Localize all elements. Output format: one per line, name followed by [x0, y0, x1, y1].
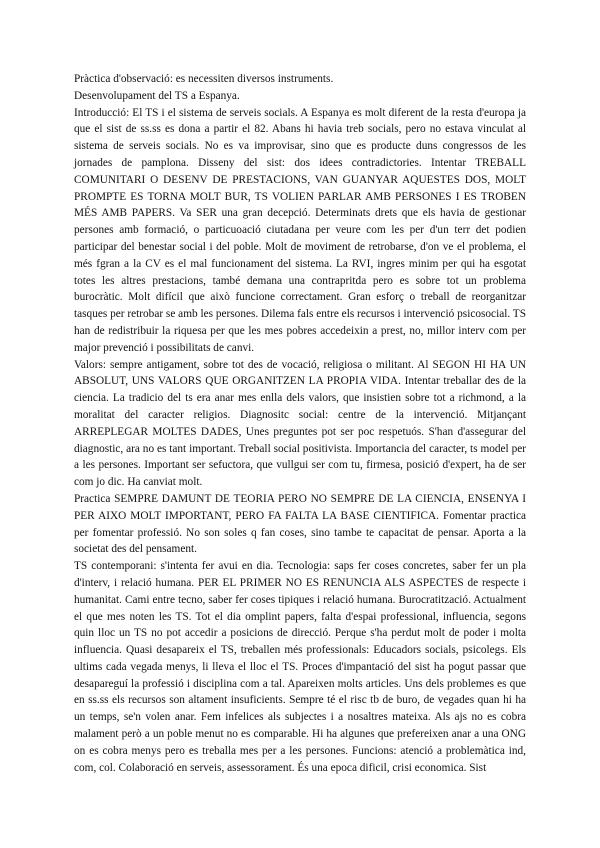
paragraph-introduccio: Introducció: El TS i el sistema de serveis socials. A Espanya es molt diferent de la resta d'europa ja que el sist de ss.ss es dona a partir el 82. Abans hi havia treb socials, pero no estava vinculat al sistema de serveis socials. No es va improvisar, sino que es producte duns congressos de les jornades de pamplona. Disseny del sist: dos idees contradictories. Intentar TREBALL COMUNITARI O DESENV DE PRESTACIONS, VAN GUANYAR AQUESTES DOS, MOLT PROMPTE ES TORNA MOLT BUR, TS VOLIEN PARLAR AMB PERSONES I ES TROBEN MÉS AMB PAPERS. Va SER una gran decepció. Determinats drets que els havia de gestionar persones amb formació, o particuoació ciutadana per veure com les per d'un terr det podien participar del benestar social i del poble. Molt de moviment de retrobarse, d'on ve el problema, el més fgran a la CV es el mal funcionament del sistema. La RVI, ingres minim per qui ha esgotat totes les altres prestacions, també demana una contrapritda pero es sobre tot un problema burocràtic. Molt difícil que això funcione correctament. Gran esforç o treball de reorganitzar tasques per retrobar se amb les persones. Dilema fals entre els recursos i intervenció psicosocial. TS han de redistribuir la riquesa per que les mes pobres accedeixin a prest, no, millor interv com per major prevenció i possibilitats de canvi. [74, 106, 526, 354]
document-subtitle: Desenvolupament del TS a Espanya. [74, 89, 240, 102]
document-title: Pràctica d'observació: es necessiten diversos instruments. [74, 73, 334, 85]
paragraph-valors: Valors: sempre antigament, sobre tot des de vocació, religiosa o militant. Al SEGON HI HA UN ABSOLUT, UNS VALORS QUE ORGANITZEN LA PROPIA VIDA. Intentar treballar des de la ciencia. La tradicio del ts era anar mes enlla dels valors, que insistien sobre tot a richmond, a la moralitat del caracter religios. Diagnositc social: centre de la intervenció. Mitjançant ARREPLEGAR MOLTES DADES, Unes preguntes pot ser poc respetuós. S'han d'assegurar del diagnostic, ara no es tant important. Treball social positivista. Importancia del caracter, ts model per a les persones. Important ser sefuctora, que vullgui ser com tu, firmesa, posició d'expert, ha de ser com jo dic. Ha canviat molt. [74, 358, 526, 489]
paragraph-ts-contemporani: TS contemporani: s'intenta fer avui en dia. Tecnologia: saps fer coses concretes, saber fer un pla d'interv, i relació humana. PER EL PRIMER NO ES RENUNCIA ALS ASPECTES de respecte i humanitat. Cami entre tecno, saber fer coses tipiques i relació humana. Burocratització. Actualment el que mes noten les TS. Tot el dia omplint papers, falta d'espai professional, influencia, segons quin lloc un TS no pot accedir a posicions de direcció. Perque s'ha perdut molt de poder i molta influencia. Quasi desapareix el TS, treballen més professionals: Educadors socials, psicolegs. Els ultims cada vegada menys, li lleva el lloc el TS. Proces d'impantació del sist ha pogut passar que desapareguí la professió i disciplina com a tal. Apareixen molts articles. Uns dels problemes es que en ss.ss els recursos son altament insuficients. Sempre té el risc tb de buro, de vegades quan hi ha un temps, se'n volen anar. Fem infelices als subjectes i a nosaltres mateixa. Als ajs no es cobra malament però a un poble menut no es comparable. Hi ha algunes que prefereixen anar a una ONG on es cobra menys pero es treballa mes per a les persones. Funcions: atenció a problemàtica ind, com, col. Colaboració en serveis, assessorament. És una epoca dificil, crisi economica. Sist [74, 560, 526, 774]
paragraph-practica: Practica SEMPRE DAMUNT DE TEORIA PERO NO SEMPRE DE LA CIENCIA, ENSENYA I PER AIXO MOLT IMPORTANT, PERO FA FALTA LA BASE CIENTIFICA. Fomentar practica per fomentar professió. No son soles q fan coses, sino tambe te capacitat de pensar. Aporta a la societat des del pensament. [74, 492, 526, 556]
document-page [74, 71, 526, 776]
